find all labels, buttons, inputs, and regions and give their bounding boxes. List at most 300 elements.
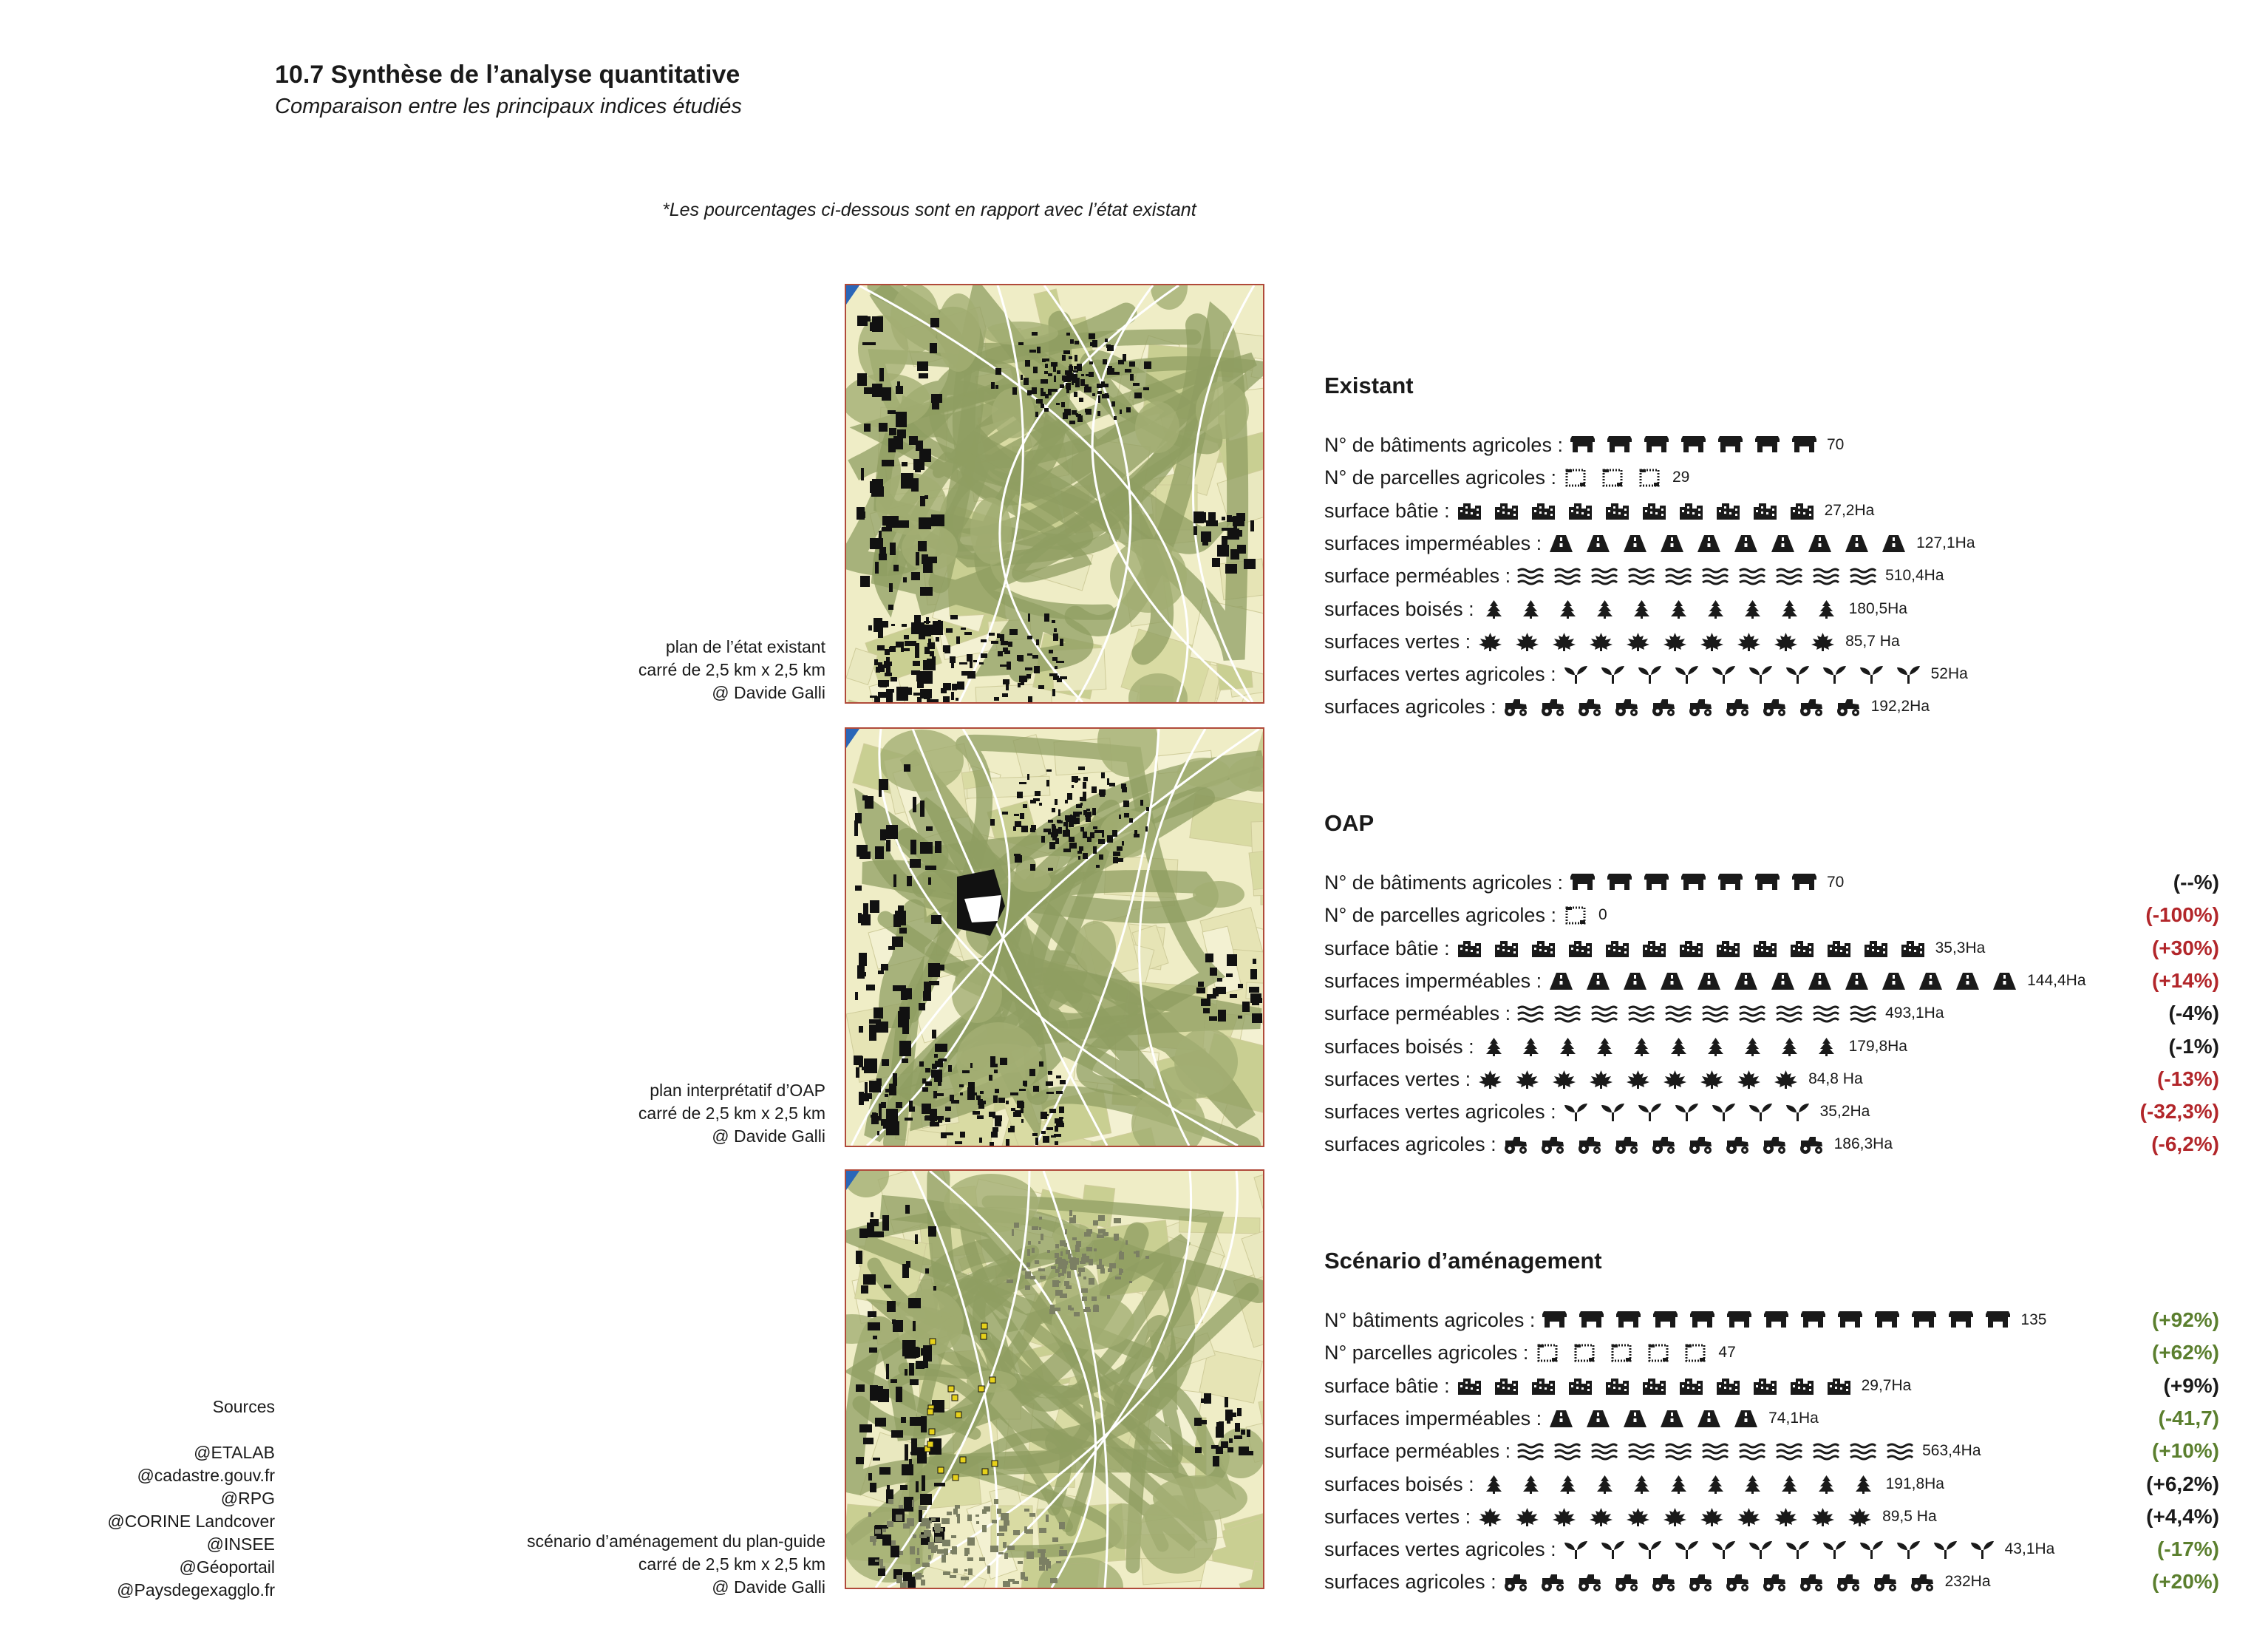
indicator-percentage: (+92%) bbox=[2151, 1308, 2219, 1331]
water-icon bbox=[1738, 1441, 1765, 1461]
building-icon bbox=[1714, 1376, 1742, 1396]
building-icon bbox=[1530, 501, 1557, 521]
building-icon bbox=[1641, 1376, 1668, 1396]
source-item: @ETALAB bbox=[194, 1443, 275, 1462]
road-icon bbox=[1843, 534, 1870, 554]
indicator-value: 135 bbox=[2020, 1311, 2047, 1328]
road-icon bbox=[1732, 1409, 1760, 1429]
tree-icon bbox=[1591, 599, 1618, 619]
sprout-icon bbox=[1636, 1540, 1663, 1560]
road-icon bbox=[1954, 971, 1981, 991]
barn-icon bbox=[1717, 873, 1744, 893]
leaf-icon bbox=[1477, 632, 1504, 652]
leaf-icon bbox=[1698, 1507, 1726, 1527]
parcel-icon bbox=[1599, 468, 1627, 488]
tree-icon bbox=[1591, 1037, 1618, 1057]
indicator-percentage: (+4,4%) bbox=[2146, 1505, 2219, 1528]
tree-icon bbox=[1591, 1475, 1618, 1495]
barn-icon bbox=[1947, 1311, 1975, 1330]
water-icon bbox=[1516, 1004, 1544, 1024]
parcel-icon bbox=[1562, 905, 1590, 925]
indicator-row bbox=[1324, 1097, 1870, 1126]
barn-icon bbox=[1569, 873, 1596, 893]
road-icon bbox=[1732, 971, 1760, 991]
indicator-row bbox=[1324, 900, 1607, 930]
sprout-icon bbox=[1673, 1540, 1700, 1560]
barn-icon bbox=[1652, 1311, 1679, 1330]
tree-icon bbox=[1628, 1037, 1655, 1057]
indicator-value: 74,1Ha bbox=[1768, 1410, 1819, 1427]
indicator-percentage: (+62%) bbox=[2151, 1341, 2219, 1364]
parcel-icon bbox=[1562, 468, 1590, 488]
source-item: @Paysdegexagglo.fr bbox=[117, 1580, 275, 1600]
building-icon bbox=[1530, 1376, 1557, 1396]
barn-icon bbox=[1578, 1311, 1605, 1330]
sprout-icon bbox=[1969, 1540, 1996, 1560]
indicator-label: surfaces imperméables : bbox=[1324, 969, 1542, 992]
road-icon bbox=[1806, 971, 1833, 991]
road-icon bbox=[1584, 534, 1612, 554]
indicator-row bbox=[1324, 528, 1975, 558]
indicator-icons bbox=[1502, 697, 1862, 717]
sprout-icon bbox=[1710, 664, 1737, 684]
leaf-icon bbox=[1587, 1070, 1615, 1090]
indicator-label: surfaces vertes : bbox=[1324, 630, 1471, 653]
tree-icon bbox=[1517, 599, 1545, 619]
road-icon bbox=[1547, 971, 1575, 991]
tractor-icon bbox=[1724, 697, 1751, 717]
sprout-icon bbox=[1673, 664, 1700, 684]
indicator-label: surfaces agricoles : bbox=[1324, 695, 1496, 718]
indicator-percentage: (+6,2%) bbox=[2146, 1472, 2219, 1495]
sprout-icon bbox=[1784, 1540, 1811, 1560]
caption-line: carré de 2,5 km x 2,5 km bbox=[638, 660, 825, 679]
indicator-row bbox=[1324, 594, 1907, 624]
tractor-icon bbox=[1724, 1572, 1751, 1592]
water-icon bbox=[1553, 1441, 1581, 1461]
building-icon bbox=[1678, 1376, 1705, 1396]
building-icon bbox=[1604, 501, 1631, 521]
leaf-icon bbox=[1772, 1070, 1799, 1090]
water-icon bbox=[1849, 1441, 1876, 1461]
sprout-icon bbox=[1562, 1540, 1590, 1560]
leaf-icon bbox=[1661, 632, 1689, 652]
indicator-percentage: (-32,3%) bbox=[2139, 1100, 2219, 1123]
indicator-value: 70 bbox=[1826, 874, 1845, 891]
building-icon bbox=[1493, 501, 1520, 521]
parcel-icon bbox=[1645, 1343, 1672, 1363]
leaf-icon bbox=[1624, 1070, 1652, 1090]
tractor-icon bbox=[1835, 697, 1862, 717]
tractor-icon bbox=[1687, 1572, 1714, 1592]
road-icon bbox=[1695, 534, 1723, 554]
tractor-icon bbox=[1761, 1572, 1788, 1592]
sprout-icon bbox=[1599, 1102, 1627, 1122]
tree-icon bbox=[1554, 1475, 1581, 1495]
sprout-icon bbox=[1710, 1540, 1737, 1560]
road-icon bbox=[1547, 534, 1575, 554]
sprout-icon bbox=[1821, 1540, 1848, 1560]
tree-icon bbox=[1739, 1037, 1766, 1057]
road-icon bbox=[1658, 1409, 1686, 1429]
tractor-icon bbox=[1576, 697, 1604, 717]
barn-icon bbox=[1541, 1311, 1568, 1330]
water-icon bbox=[1701, 566, 1729, 586]
building-icon bbox=[1493, 1376, 1520, 1396]
indicator-percentage: (--%) bbox=[2173, 871, 2219, 894]
tractor-icon bbox=[1798, 697, 1825, 717]
sprout-icon bbox=[1636, 664, 1663, 684]
indicator-value: 510,4Ha bbox=[1885, 567, 1944, 584]
map-caption-scenario bbox=[527, 1530, 825, 1599]
indicator-row bbox=[1324, 934, 1985, 963]
tractor-icon bbox=[1539, 1135, 1567, 1155]
barn-icon bbox=[1799, 1311, 1827, 1330]
leaf-icon bbox=[1772, 1507, 1799, 1527]
indicator-icons bbox=[1547, 534, 1907, 554]
tree-icon bbox=[1702, 599, 1729, 619]
sprout-icon bbox=[1710, 1102, 1737, 1122]
indicator-icons bbox=[1477, 1070, 1799, 1090]
indicator-row bbox=[1324, 1305, 2046, 1335]
building-icon bbox=[1751, 1376, 1779, 1396]
barn-icon bbox=[1791, 435, 1818, 455]
tree-icon bbox=[1739, 1475, 1766, 1495]
road-icon bbox=[1584, 1409, 1612, 1429]
road-icon bbox=[1769, 971, 1797, 991]
road-icon bbox=[1991, 971, 2018, 991]
barn-icon bbox=[1615, 1311, 1642, 1330]
water-icon bbox=[1775, 1004, 1802, 1024]
parcel-icon bbox=[1571, 1343, 1598, 1363]
indicator-percentage: (-13%) bbox=[2156, 1067, 2219, 1090]
barn-icon bbox=[1791, 873, 1818, 893]
tractor-icon bbox=[1539, 697, 1567, 717]
indicator-percentage: (-41,7) bbox=[2158, 1407, 2219, 1430]
building-icon bbox=[1714, 501, 1742, 521]
barn-icon bbox=[1680, 435, 1707, 455]
source-item: @Géoportail bbox=[179, 1557, 275, 1577]
water-icon bbox=[1553, 566, 1581, 586]
indicator-icons bbox=[1562, 905, 1590, 925]
barn-icon bbox=[1726, 1311, 1753, 1330]
road-icon bbox=[1584, 971, 1612, 991]
tree-icon bbox=[1665, 1037, 1692, 1057]
water-icon bbox=[1775, 566, 1802, 586]
building-icon bbox=[1825, 939, 1853, 959]
water-icon bbox=[1812, 566, 1839, 586]
water-icon bbox=[1812, 1441, 1839, 1461]
indicator-icons bbox=[1534, 1343, 1709, 1363]
indicator-value: 192,2Ha bbox=[1870, 698, 1930, 715]
source-item: @INSEE bbox=[206, 1534, 275, 1554]
indicator-label: surfaces boisés : bbox=[1324, 1035, 1474, 1058]
indicator-value: 493,1Ha bbox=[1885, 1005, 1944, 1022]
caption-line: @ Davide Galli bbox=[712, 1577, 825, 1597]
leaf-icon bbox=[1735, 632, 1763, 652]
tractor-icon bbox=[1502, 697, 1530, 717]
indicator-percentage: (+20%) bbox=[2151, 1570, 2219, 1593]
leaf-icon bbox=[1513, 632, 1541, 652]
barn-icon bbox=[1984, 1311, 2012, 1330]
tree-icon bbox=[1480, 1475, 1508, 1495]
leaf-icon bbox=[1735, 1070, 1763, 1090]
indicator-icons bbox=[1516, 566, 1876, 586]
indicator-row bbox=[1324, 1129, 1893, 1159]
barn-icon bbox=[1643, 435, 1670, 455]
caption-line: carré de 2,5 km x 2,5 km bbox=[638, 1554, 825, 1574]
building-icon bbox=[1567, 939, 1594, 959]
water-icon bbox=[1849, 1004, 1876, 1024]
indicator-label: surfaces boisés : bbox=[1324, 1472, 1474, 1495]
indicator-value: 84,8 Ha bbox=[1808, 1070, 1863, 1087]
indicator-value: 52Ha bbox=[1930, 665, 1968, 682]
tree-icon bbox=[1480, 1037, 1508, 1057]
indicator-percentage: (-1%) bbox=[2168, 1035, 2219, 1058]
indicator-value: 191,8Ha bbox=[1885, 1475, 1944, 1492]
road-icon bbox=[1843, 971, 1870, 991]
indicator-row bbox=[1324, 999, 1944, 1028]
sources-list bbox=[107, 1396, 275, 1602]
caption-line: carré de 2,5 km x 2,5 km bbox=[638, 1104, 825, 1123]
sprout-icon bbox=[1747, 1102, 1774, 1122]
indicator-value: 27,2Ha bbox=[1824, 502, 1875, 519]
indicator-icons bbox=[1541, 1311, 2012, 1330]
water-icon bbox=[1627, 1004, 1655, 1024]
water-icon bbox=[1627, 1441, 1655, 1461]
indicator-label: surfaces agricoles : bbox=[1324, 1570, 1496, 1593]
building-icon bbox=[1788, 939, 1816, 959]
indicator-icons bbox=[1547, 971, 2018, 991]
indicator-label: surfaces boisés : bbox=[1324, 597, 1474, 620]
source-item: @CORINE Landcover bbox=[107, 1512, 275, 1531]
leaf-icon bbox=[1772, 632, 1799, 652]
tractor-icon bbox=[1687, 1135, 1714, 1155]
sprout-icon bbox=[1636, 1102, 1663, 1122]
barn-icon bbox=[1606, 873, 1633, 893]
tractor-icon bbox=[1650, 697, 1678, 717]
tractor-icon bbox=[1576, 1135, 1604, 1155]
barn-icon bbox=[1754, 435, 1781, 455]
indicator-row bbox=[1324, 868, 1844, 897]
indicator-value: 0 bbox=[1598, 906, 1607, 923]
indicator-icons bbox=[1502, 1135, 1825, 1155]
indicator-value: 180,5Ha bbox=[1848, 600, 1907, 617]
tree-icon bbox=[1665, 599, 1692, 619]
tractor-icon bbox=[1502, 1135, 1530, 1155]
building-icon bbox=[1788, 1376, 1816, 1396]
indicator-percentage: (+30%) bbox=[2151, 937, 2219, 959]
indicator-row bbox=[1324, 1436, 1981, 1466]
indicator-value: 127,1Ha bbox=[1916, 534, 1975, 551]
caption-line: scénario d’aménagement du plan-guide bbox=[526, 1532, 825, 1551]
leaf-icon bbox=[1661, 1507, 1689, 1527]
indicator-label: surfaces vertes : bbox=[1324, 1505, 1471, 1528]
leaf-icon bbox=[1624, 632, 1652, 652]
tractor-icon bbox=[1576, 1572, 1604, 1592]
indicator-row bbox=[1324, 496, 1874, 526]
indicator-icons bbox=[1562, 468, 1663, 488]
leaf-icon bbox=[1587, 1507, 1615, 1527]
indicator-row bbox=[1324, 1567, 1991, 1597]
road-icon bbox=[1917, 971, 1944, 991]
tree-icon bbox=[1813, 1037, 1840, 1057]
section-title-existant: Existant bbox=[1324, 373, 1414, 398]
tree-icon bbox=[1850, 1475, 1877, 1495]
tractor-icon bbox=[1502, 1572, 1530, 1592]
indicator-label: surfaces vertes : bbox=[1324, 1067, 1471, 1090]
sprout-icon bbox=[1599, 664, 1627, 684]
map-caption-existing bbox=[638, 636, 825, 704]
tractor-icon bbox=[1613, 697, 1641, 717]
water-icon bbox=[1701, 1441, 1729, 1461]
indicator-icons bbox=[1480, 599, 1840, 619]
leaf-icon bbox=[1550, 1070, 1578, 1090]
water-icon bbox=[1812, 1004, 1839, 1024]
indicator-icons bbox=[1480, 1475, 1877, 1495]
indicator-label: surface perméables : bbox=[1324, 1002, 1511, 1024]
water-icon bbox=[1590, 566, 1618, 586]
building-icon bbox=[1862, 939, 1890, 959]
leaf-icon bbox=[1477, 1507, 1504, 1527]
sprout-icon bbox=[1895, 1540, 1922, 1560]
tree-icon bbox=[1776, 1475, 1803, 1495]
building-icon bbox=[1567, 1376, 1594, 1396]
caption-line: plan interprétatif d’OAP bbox=[650, 1081, 825, 1100]
sprout-icon bbox=[1858, 1540, 1885, 1560]
indicator-row bbox=[1324, 1404, 1819, 1433]
building-icon bbox=[1788, 501, 1816, 521]
sprout-icon bbox=[1562, 664, 1590, 684]
tractor-icon bbox=[1650, 1135, 1678, 1155]
leaf-icon bbox=[1624, 1507, 1652, 1527]
building-icon bbox=[1530, 939, 1557, 959]
map-development-scenario bbox=[845, 1169, 1264, 1589]
building-icon bbox=[1751, 939, 1779, 959]
sprout-icon bbox=[1895, 664, 1922, 684]
sprout-icon bbox=[1784, 664, 1811, 684]
road-icon bbox=[1621, 971, 1649, 991]
barn-icon bbox=[1763, 1311, 1790, 1330]
water-icon bbox=[1664, 1004, 1692, 1024]
building-icon bbox=[1678, 939, 1705, 959]
water-icon bbox=[1516, 566, 1544, 586]
sprout-icon bbox=[1562, 1102, 1590, 1122]
indicator-value: 35,3Ha bbox=[1935, 939, 1986, 956]
barn-icon bbox=[1606, 435, 1633, 455]
tree-icon bbox=[1554, 1037, 1581, 1057]
indicator-label: surface bâtie : bbox=[1324, 937, 1450, 959]
barn-icon bbox=[1754, 873, 1781, 893]
indicator-percentage: (+10%) bbox=[2151, 1439, 2219, 1462]
parcel-icon bbox=[1636, 468, 1663, 488]
indicator-label: N° de bâtiments agricoles : bbox=[1324, 871, 1563, 894]
sprout-icon bbox=[1747, 664, 1774, 684]
indicator-label: surface perméables : bbox=[1324, 1439, 1511, 1462]
tree-icon bbox=[1554, 599, 1581, 619]
tractor-icon bbox=[1761, 1135, 1788, 1155]
tractor-icon bbox=[1798, 1135, 1825, 1155]
percentage-note: *Les pourcentages ci-dessous sont en rapport avec l’état existant bbox=[662, 200, 1196, 220]
indicator-value: 43,1Ha bbox=[2004, 1540, 2055, 1557]
source-item: @cadastre.gouv.fr bbox=[137, 1466, 275, 1485]
tractor-icon bbox=[1687, 697, 1714, 717]
indicator-icons bbox=[1516, 1441, 1913, 1461]
indicator-icons bbox=[1516, 1004, 1876, 1024]
leaf-icon bbox=[1846, 1507, 1873, 1527]
leaf-icon bbox=[1477, 1070, 1504, 1090]
indicator-label: surface bâtie : bbox=[1324, 1374, 1450, 1397]
road-icon bbox=[1658, 534, 1686, 554]
indicator-label: surfaces vertes agricoles : bbox=[1324, 1100, 1556, 1123]
map-oap-plan bbox=[845, 727, 1264, 1147]
barn-icon bbox=[1717, 435, 1744, 455]
caption-line: plan de l’état existant bbox=[665, 637, 825, 656]
indicator-percentage: (-17%) bbox=[2156, 1537, 2219, 1560]
sprout-icon bbox=[1747, 1540, 1774, 1560]
map-existing-state bbox=[845, 284, 1264, 704]
indicator-row bbox=[1324, 1338, 1736, 1367]
indicator-label: surfaces agricoles : bbox=[1324, 1132, 1496, 1155]
water-icon bbox=[1627, 566, 1655, 586]
indicator-value: 29 bbox=[1672, 469, 1690, 486]
water-icon bbox=[1775, 1441, 1802, 1461]
indicator-value: 179,8Ha bbox=[1848, 1038, 1907, 1055]
leaf-icon bbox=[1513, 1507, 1541, 1527]
tree-icon bbox=[1776, 1037, 1803, 1057]
indicator-row bbox=[1324, 659, 1968, 689]
indicator-label: N° de parcelles agricoles : bbox=[1324, 466, 1556, 489]
building-icon bbox=[1456, 939, 1483, 959]
indicator-value: 29,7Ha bbox=[1861, 1377, 1912, 1394]
indicator-row bbox=[1324, 1371, 1911, 1401]
road-icon bbox=[1695, 1409, 1723, 1429]
parcel-icon bbox=[1534, 1343, 1562, 1363]
tree-icon bbox=[1665, 1475, 1692, 1495]
building-icon bbox=[1641, 939, 1668, 959]
water-icon bbox=[1664, 1441, 1692, 1461]
indicator-row bbox=[1324, 966, 2086, 996]
indicator-icons bbox=[1456, 501, 1816, 521]
indicator-label: surfaces imperméables : bbox=[1324, 1407, 1542, 1430]
indicator-percentage: (-6,2%) bbox=[2151, 1132, 2219, 1155]
indicator-label: surface bâtie : bbox=[1324, 499, 1450, 522]
building-icon bbox=[1714, 939, 1742, 959]
indicator-icons bbox=[1477, 1507, 1873, 1527]
leaf-icon bbox=[1550, 632, 1578, 652]
indicator-label: N° parcelles agricoles : bbox=[1324, 1341, 1529, 1364]
indicator-icons bbox=[1456, 939, 1927, 959]
indicator-icons bbox=[1562, 1102, 1811, 1122]
indicator-value: 144,4Ha bbox=[2027, 972, 2086, 989]
leaf-icon bbox=[1661, 1070, 1689, 1090]
tree-icon bbox=[1628, 599, 1655, 619]
building-icon bbox=[1604, 939, 1631, 959]
barn-icon bbox=[1680, 873, 1707, 893]
indicator-value: 563,4Ha bbox=[1922, 1442, 1981, 1459]
water-icon bbox=[1553, 1004, 1581, 1024]
barn-icon bbox=[1569, 435, 1596, 455]
barn-icon bbox=[1836, 1311, 1864, 1330]
tree-icon bbox=[1813, 599, 1840, 619]
indicator-value: 47 bbox=[1718, 1344, 1736, 1361]
caption-line: @ Davide Galli bbox=[712, 683, 825, 702]
parcel-icon bbox=[1608, 1343, 1635, 1363]
building-icon bbox=[1678, 501, 1705, 521]
tractor-icon bbox=[1613, 1572, 1641, 1592]
indicator-icons bbox=[1569, 873, 1818, 893]
water-icon bbox=[1590, 1004, 1618, 1024]
